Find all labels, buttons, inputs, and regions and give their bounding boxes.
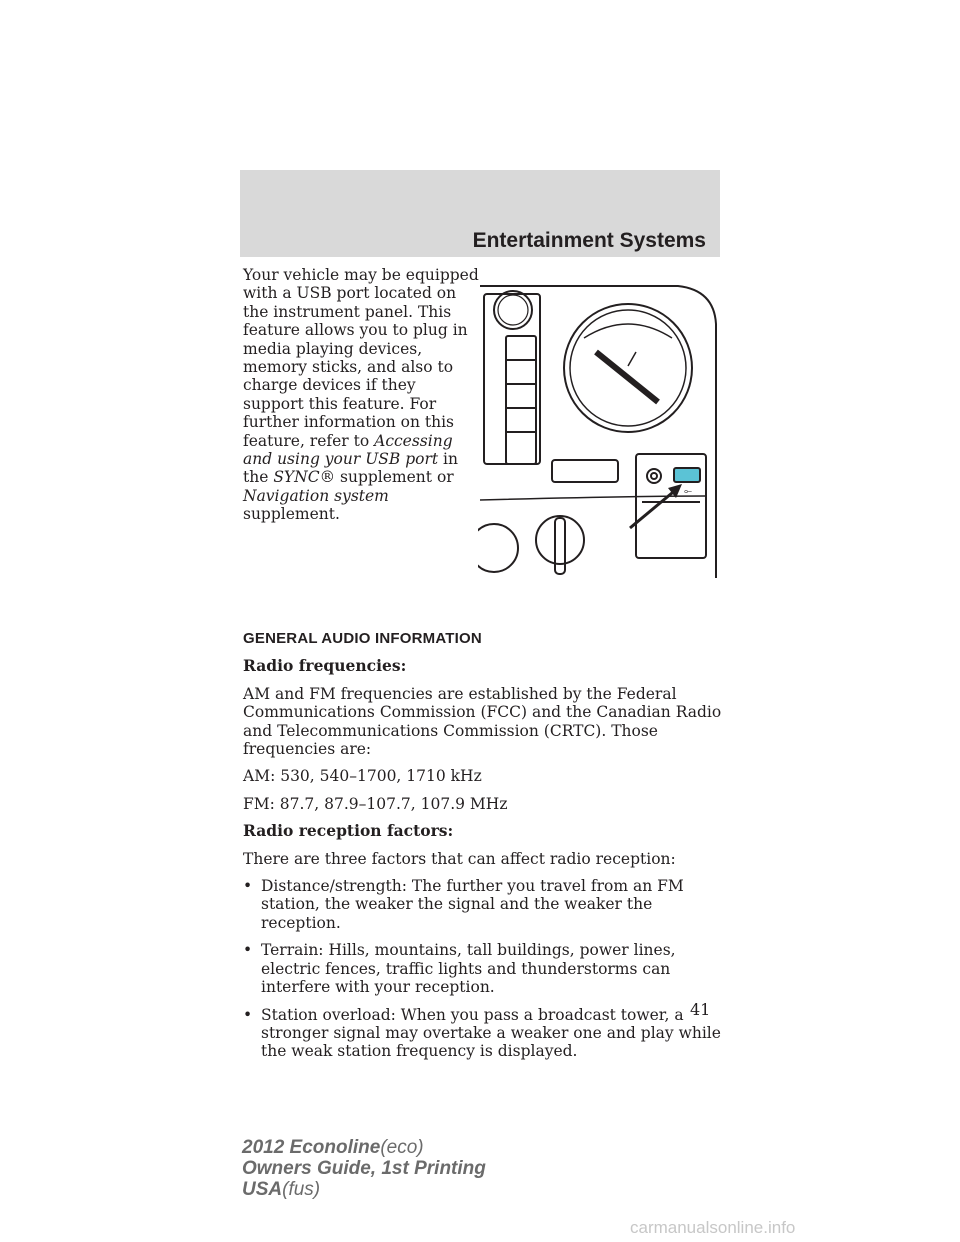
- svg-text:⟜: ⟜: [684, 486, 692, 497]
- footer-line-2: Owners Guide, 1st Printing: [242, 1158, 486, 1179]
- intro-paragraph: [243, 266, 479, 524]
- reference-usb: Accessing and using your USB port: [243, 431, 453, 469]
- page-number: 41: [690, 1000, 711, 1019]
- reference-navigation: Navigation system: [243, 486, 389, 505]
- bullet-icon: •: [243, 877, 253, 896]
- footer: [242, 1137, 486, 1200]
- usb-port-illustration: [478, 278, 722, 588]
- list-item-text: Distance/strength: The further you travel from an FM station, the weaker the signal and the weaker the reception.: [261, 877, 684, 932]
- reference-sync: SYNC®: [273, 468, 336, 487]
- intro-text-mid: in the: [243, 450, 458, 487]
- list-item-text: Station overload: When you pass a broadcast tower, a stronger signal may overtake a weaker one and play while the weak station frequency is displayed.: [261, 1005, 721, 1061]
- footer-model-code: (eco): [380, 1137, 424, 1158]
- am-frequencies: AM: 530, 540–1700, 1710 kHz: [243, 767, 482, 786]
- footer-market-code: (fus): [282, 1179, 321, 1200]
- intro-text-end: supplement.: [243, 505, 340, 524]
- footer-market: USA: [242, 1179, 283, 1200]
- bullet-icon: •: [243, 941, 253, 960]
- subheading-reception-factors: Radio reception factors:: [243, 821, 454, 841]
- list-item: [243, 1006, 723, 1061]
- section-title: Entertainment Systems: [472, 229, 706, 252]
- list-item: [243, 877, 723, 932]
- footer-line-3: [242, 1179, 486, 1200]
- header-band: [240, 170, 720, 257]
- list-item: [243, 941, 723, 996]
- paragraph-reception: There are three factors that can affect radio reception:: [243, 849, 676, 868]
- watermark: carmanualsonline.info: [630, 1218, 796, 1237]
- paragraph-frequencies: AM and FM frequencies are established by the Federal Communications Commission (FCC) and the Canadian Radio and Telecommunications Commission (CRTC). Those frequencies are:: [243, 684, 722, 759]
- intro-text: Your vehicle may be equipped with a USB port located on the instrument panel. This feature allows you to plug in media playing devices, memory sticks, and also to charge devices if they support this feature. For further information on this feature, refer to: [243, 266, 479, 450]
- section-heading: GENERAL AUDIO INFORMATION: [243, 630, 482, 647]
- intro-text-mid2: supplement or: [335, 468, 454, 487]
- bullet-icon: •: [243, 1005, 253, 1024]
- fm-frequencies: FM: 87.7, 87.9–107.7, 107.9 MHz: [243, 794, 508, 813]
- footer-model: 2012 Econoline: [242, 1137, 381, 1158]
- usb-port-figure: [478, 278, 722, 588]
- bullet-list: [243, 877, 723, 1061]
- footer-line-1: [242, 1137, 486, 1158]
- subheading-radio-frequencies: Radio frequencies:: [243, 656, 407, 676]
- list-item-text: Terrain: Hills, mountains, tall buildings, power lines, electric fences, traffic lights and thunderstorms can interfere with your reception.: [261, 941, 676, 997]
- body-content: [243, 630, 723, 1070]
